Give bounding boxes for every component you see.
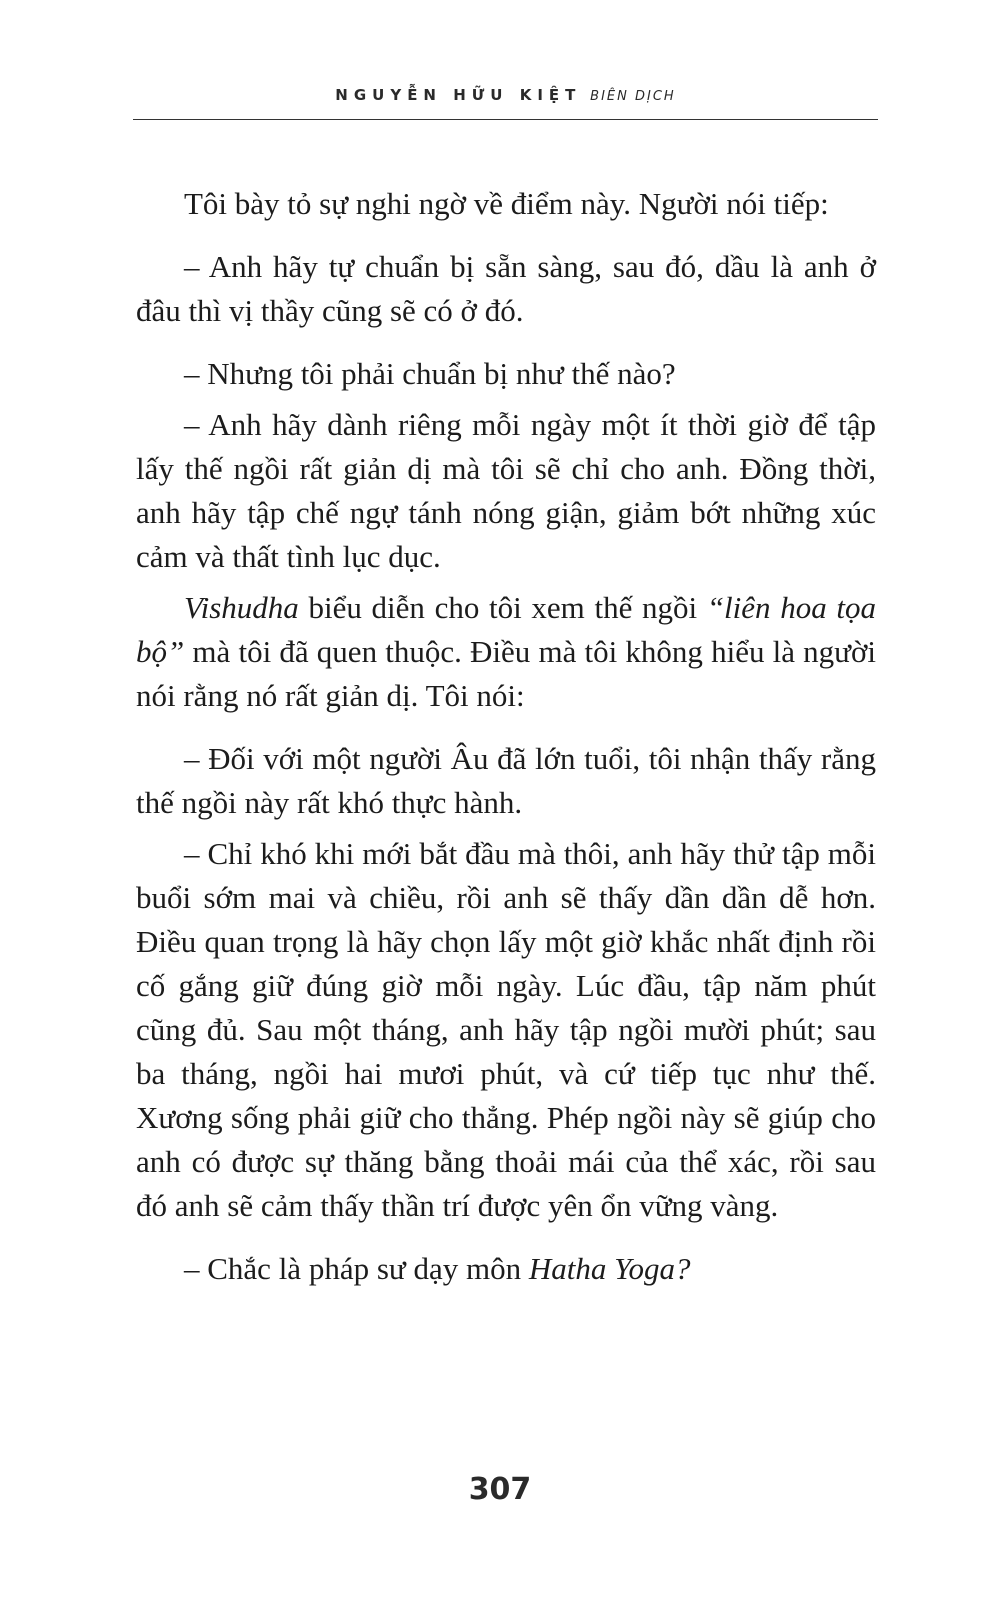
paragraph-text: biểu diễn cho tôi xem thế ngồi (298, 590, 707, 625)
page-number: 307 (468, 1472, 532, 1507)
paragraph-text: mà tôi đã quen thuộc. Điều mà tôi không hiểu là người nói rằng nó rất giản dị. Tôi nói: (136, 634, 876, 713)
paragraph: – Nhưng tôi phải chuẩn bị như thế nào? (184, 356, 676, 391)
paragraph: – Chỉ khó khi mới bắt đầu mà thôi, anh hãy thử tập mỗi buổi sớm mai và chiều, rồi anh sẽ thấy dần dần dễ hơn. Điều quan trọng là hãy chọn lấy một giờ khắc nhất định rồi cố gắng giữ đúng giờ mỗi ngày. Lúc đầu, tập năm phút cũng đủ. Sau một tháng, anh hãy tập ngồi mười phút; sau ba tháng, ngồi hai mươi phút, và cứ tiếp tục như thế. Xương sống phải giữ cho thẳng. Phép ngồi này sẽ giúp cho anh có được sự thăng bằng thoải mái của thể xác, rồi sau đó anh sẽ cảm thấy thần trí được yên ổn vững vàng. (136, 836, 876, 1223)
paragraph (136, 586, 876, 718)
paragraph (136, 1247, 876, 1291)
body-text (136, 182, 876, 1298)
italic-term: “liên hoa tọa bộ” (136, 590, 877, 669)
header-role: BIÊN DỊCH (590, 89, 676, 104)
paragraph-text: – Chắc là pháp sư dạy môn (184, 1251, 529, 1286)
italic-name: Vishudha (184, 590, 299, 625)
paragraph: – Đối với một người Âu đã lớn tuổi, tôi nhận thấy rằng thế ngồi này rất khó thực hành. (136, 741, 876, 820)
paragraph: – Anh hãy tự chuẩn bị sẵn sàng, sau đó, dầu là anh ở đâu thì vị thầy cũng sẽ có ở đó. (136, 249, 876, 328)
paragraph: – Anh hãy dành riêng mỗi ngày một ít thời giờ để tập lấy thế ngồi rất giản dị mà tôi sẽ chỉ cho anh. Đồng thời, anh hãy tập chế ngự tánh nóng giận, giảm bớt những xúc cảm và thất tình lục dục. (136, 407, 876, 574)
running-header (133, 86, 878, 104)
header-author: NGUYỄN HỮU KIỆT (335, 86, 582, 104)
paragraph: Tôi bày tỏ sự nghi ngờ về điểm này. Người nói tiếp: (184, 186, 829, 221)
italic-term: Hatha Yoga? (528, 1251, 691, 1286)
header-rule (133, 119, 878, 120)
